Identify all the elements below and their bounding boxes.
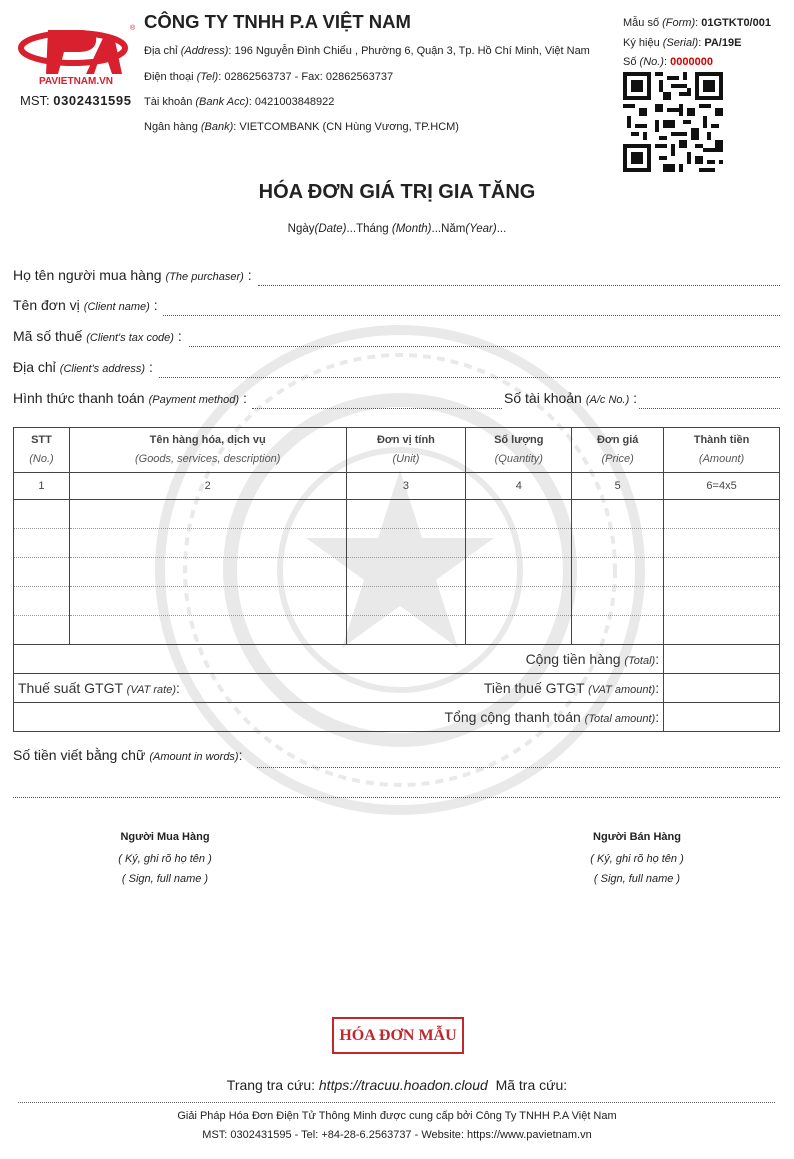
invoice-date-line: Ngày(Date)...Tháng (Month)...Năm(Year)...: [287, 223, 507, 235]
lookup-url[interactable]: https://tracuu.hoadon.cloud: [318, 1077, 488, 1093]
payment-method-field: Hình thức thanh toán (Payment method) :: [13, 390, 247, 406]
amount-in-words-input-line-2[interactable]: [13, 797, 780, 798]
client-name-input-line[interactable]: [163, 315, 780, 316]
subtotal-value[interactable]: [664, 645, 780, 674]
company-address: Địa chỉ (Address): 196 Nguyễn Đình Chiểu , Phường 6, Quận 3, Tp. Hồ Chí Minh, Việt Nam: [144, 45, 590, 57]
items-table: [13, 427, 780, 732]
table-row[interactable]: [14, 500, 780, 529]
company-tax-id: MST: 0302431595: [20, 93, 132, 108]
payment-method-input-line[interactable]: [252, 408, 502, 409]
footer-line-1: Giải Pháp Hóa Đơn Điện Tử Thông Minh được cung cấp bởi Công Ty TNHH P.A Việt Nam: [177, 1110, 617, 1122]
footer-line-2: MST: 0302431595 - Tel: +84-28-6.2563737 - Website: https://www.pavietnam.vn: [202, 1129, 592, 1141]
invoice-number: Số (No.): 0000000: [623, 56, 713, 68]
account-number-input-line[interactable]: [639, 408, 780, 409]
client-address-input-line[interactable]: [159, 377, 780, 378]
col-header-quantity: Số lượng (Quantity): [466, 428, 572, 473]
column-number-row: 1 2 3 4 5 6=4x5: [14, 473, 780, 500]
vat-rate-label: Thuế suất GTGT (VAT rate):: [18, 680, 180, 696]
table-row[interactable]: [14, 616, 780, 645]
sample-invoice-stamp: HÓA ĐƠN MẪU: [332, 1017, 464, 1054]
company-phone: Điện thoại (Tel): 02862563737 - Fax: 02862563737: [144, 71, 394, 83]
col-header-no: STT (No.): [14, 428, 70, 473]
purchaser-field: Họ tên người mua hàng (The purchaser) :: [13, 267, 252, 283]
company-bank: Ngân hàng (Bank): VIETCOMBANK (CN Hùng Vương, TP.HCM): [144, 121, 459, 133]
amount-in-words-input-line[interactable]: [257, 767, 780, 768]
invoice-title: HÓA ĐƠN GIÁ TRỊ GIA TĂNG: [258, 181, 536, 203]
col-header-price: Đơn giá (Price): [572, 428, 664, 473]
grand-total-value[interactable]: [664, 703, 780, 732]
table-row[interactable]: [14, 558, 780, 587]
grand-total-row: Tổng cộng thanh toán (Total amount):: [14, 703, 780, 732]
vat-row: [14, 674, 780, 703]
seller-signature-block: Người Bán Hàng ( Ký, ghi rõ họ tên ) ( Sign, full name ): [590, 831, 684, 885]
footer-divider: [18, 1102, 775, 1103]
col-header-amount: Thành tiền (Amount): [664, 428, 780, 473]
svg-text:®: ®: [130, 25, 136, 32]
vat-amount-label: Tiền thuế GTGT (VAT amount):: [483, 680, 660, 696]
vat-amount-value[interactable]: [664, 674, 780, 703]
client-address-field: Địa chỉ (Client's address) :: [13, 359, 153, 375]
tax-code-input-line[interactable]: [189, 346, 780, 347]
table-row[interactable]: [14, 529, 780, 558]
logo-text: PAVIETNAM.VN: [38, 76, 114, 86]
client-name-field: Tên đơn vị (Client name) :: [13, 297, 158, 313]
qr-code: [623, 72, 723, 172]
table-row[interactable]: [14, 587, 780, 616]
account-number-field: Số tài khoản (A/c No.) :: [504, 390, 638, 406]
col-header-unit: Đơn vị tính (Unit): [346, 428, 466, 473]
col-header-goods: Tên hàng hóa, dịch vụ (Goods, services, description): [69, 428, 346, 473]
subtotal-row: Cộng tiền hàng (Total):: [14, 645, 780, 674]
tax-code-field: Mã số thuế (Client's tax code) :: [13, 328, 182, 344]
serial-number: Ký hiệu (Serial): PA/19E: [623, 37, 742, 49]
purchaser-input-line[interactable]: [258, 285, 780, 286]
company-logo: [18, 18, 138, 86]
lookup-line: Trang tra cứu: https://tracuu.hoadon.cloud Mã tra cứu:: [226, 1077, 568, 1093]
amount-in-words-field: Số tiền viết bằng chữ (Amount in words) :: [13, 747, 243, 763]
buyer-signature-block: Người Mua Hàng ( Ký, ghi rõ họ tên ) ( Sign, full name ): [118, 831, 212, 885]
table-header-row: [14, 428, 780, 473]
company-name: CÔNG TY TNHH P.A VIỆT NAM: [144, 11, 411, 32]
company-bank-account: Tài khoản (Bank Acc): 0421003848922: [144, 96, 335, 108]
form-number: Mẫu số (Form): 01GTKT0/001: [623, 17, 771, 29]
